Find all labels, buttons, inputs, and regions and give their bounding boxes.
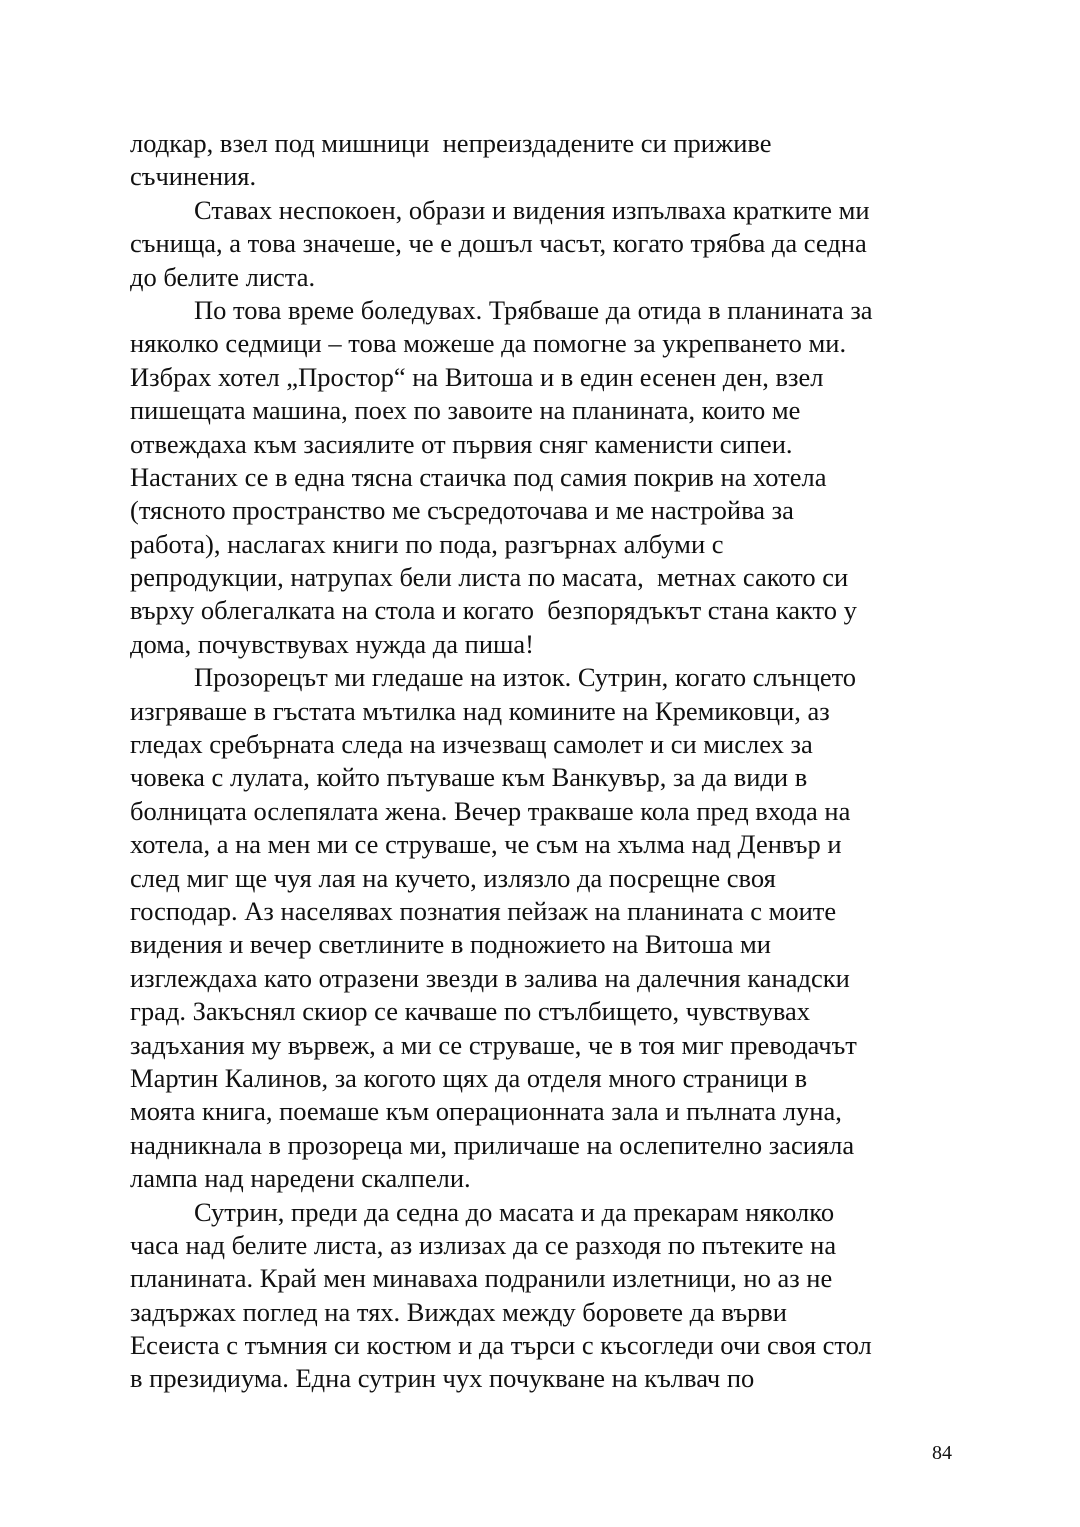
text-line: работа), наслагах книги по пода, разгърнах албуми с: [130, 528, 724, 559]
text-line: съчинения.: [130, 161, 257, 192]
text-line: болницата ослепялата жена. Вечер тракваше кола пред входа на: [130, 795, 851, 826]
paragraph-start-line: Прозорецът ми гледаше на изток. Сутрин, когато слънцето: [194, 662, 857, 693]
text-line: след миг ще чуя лая на кучето, излязло да посрещне своя: [130, 862, 776, 893]
text-line: град. Закъснял скиор се качваше по стълбището, чувствувах: [130, 996, 811, 1027]
text-line: моята книга, поемаше към операционната зала и пълната луна,: [130, 1096, 842, 1127]
text-line: господар. Аз населявах познатия пейзаж на планината с моите: [130, 895, 837, 926]
text-line: задъхания му вървеж, а ми се струваше, че в тоя миг преводачът: [130, 1029, 857, 1060]
paragraph-start-line: Сутрин, преди да седна до масата и да прекарам няколко: [194, 1196, 835, 1227]
text-line: лампа над наредени скалпели.: [130, 1163, 471, 1194]
body-text: [130, 127, 960, 1396]
text-line: часа над белите листа, аз излизах да се разходя по пътеките на: [130, 1229, 837, 1260]
text-line: репродукции, натрупах бели листа по масата, метнах сакото си: [130, 562, 849, 593]
text-line: планината. Край мен минаваха подранили излетници, но аз не: [130, 1263, 833, 1294]
text-line: хотела, а на мен ми се струваше, че съм на хълма над Денвър и: [130, 829, 842, 860]
text-line: в президиума. Една сутрин чух почукване на кълвач по: [130, 1363, 755, 1394]
text-line: сънища, а това значеше, че е дошъл часът, когато трябва да седна: [130, 228, 867, 259]
text-line: гледах сребърната следа на изчезващ самолет и си мислех за: [130, 729, 813, 760]
text-line: видения и вечер светлините в подножието на Витоша ми: [130, 929, 771, 960]
page-number: 84: [932, 1442, 952, 1464]
text-line: пишещата машина, поех по завоите на планината, които ме: [130, 395, 801, 426]
text-line: Есеиста с тъмния си костюм и да търси с късогледи очи своя стол: [130, 1330, 872, 1361]
text-line: върху облегалката на стола и когато безпорядъкът стана както у: [130, 595, 857, 626]
text-line: изгряваше в гъстата мътилка над комините на Кремиковци, аз: [130, 695, 830, 726]
text-line: Мартин Калинов, за когото щях да отделя много страници в: [130, 1062, 808, 1093]
text-line: Настаних се в една тясна стаичка под самия покрив на хотела: [130, 461, 827, 492]
text-line: Избрах хотел „Простор“ на Витоша и в един есенен ден, взел: [130, 361, 824, 392]
text-line: надникнала в прозореца ми, приличаше на ослепително засияла: [130, 1129, 855, 1160]
text-line: човека с лулата, който пътуваше към Ванкувър, за да види в: [130, 762, 808, 793]
text-line: до белите листа.: [130, 261, 316, 292]
text-line: отвеждаха към засиялите от първия сняг каменисти сипеи.: [130, 428, 793, 459]
text-line: изглеждаха като отразени звезди в залива на далечния канадски: [130, 962, 850, 993]
text-line: няколко седмици – това можеше да помогне за укрепването ми.: [130, 328, 847, 359]
text-line: дома, почувствувах нужда да пиша!: [130, 628, 534, 659]
paragraph-start-line: Ставах неспокоен, образи и видения изпълваха кратките ми: [194, 194, 870, 225]
text-line: задържах поглед на тях. Виждах между боровете да върви: [130, 1296, 787, 1327]
text-line: лодкар, взел под мишници непреиздадените си приживе: [130, 128, 772, 158]
text-line: (тясното пространство ме съсредоточава и ме настройва за: [130, 495, 794, 526]
paragraph-start-line: По това време боледувах. Трябваше да отида в планината за: [194, 294, 873, 325]
